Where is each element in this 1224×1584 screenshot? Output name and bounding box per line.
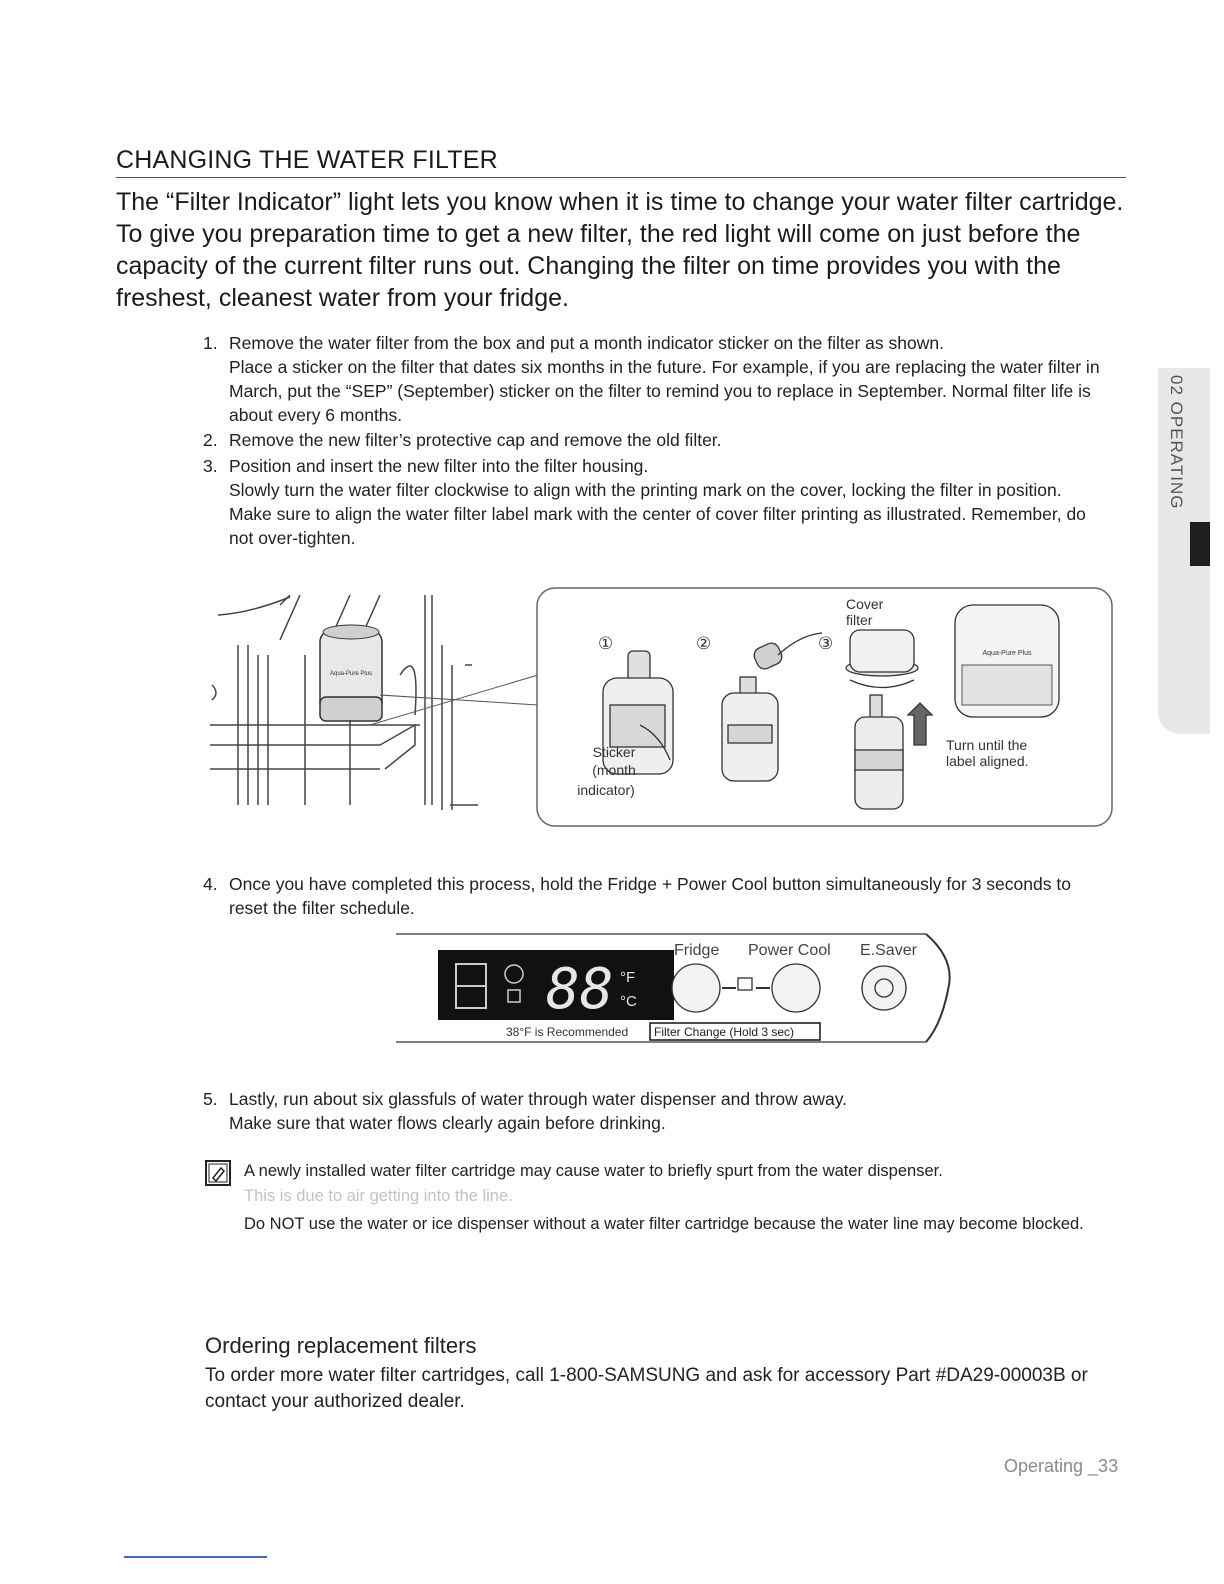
note-icon	[205, 1160, 231, 1186]
step-text: Remove the new filter’s protective cap and remove the old filter.	[229, 430, 722, 450]
sticker-label: indicator)	[577, 782, 635, 798]
step-detail: Make sure that water flows clearly again before drinking.	[229, 1113, 666, 1133]
ordering-title: Ordering replacement filters	[205, 1333, 477, 1358]
step-number: 3.	[203, 456, 218, 476]
section-title: CHANGING THE WATER FILTER	[116, 146, 498, 174]
chapter-tab-marker	[1190, 522, 1210, 566]
esaver-button	[862, 966, 906, 1010]
brand-mark-label: Aqua-Pure Plus	[982, 650, 1032, 657]
note-line-2: This is due to air getting into the line.	[244, 1187, 513, 1205]
ordering-body: To order more water filter cartridges, call 1-800-SAMSUNG and ask for accessory Part #DA29-00003B or contact your authorized dealer.	[205, 1365, 1088, 1412]
bottom-rule	[124, 1556, 267, 1558]
step-number: 2.	[203, 430, 218, 450]
cover-label: Cover	[846, 596, 884, 612]
recommend-label: 38°F is Recommended	[506, 1025, 629, 1039]
temperature-digits: 88	[546, 957, 614, 1022]
filter-icon	[738, 978, 752, 990]
unit-fahrenheit: °F	[620, 969, 636, 986]
fridge-button	[672, 964, 720, 1012]
sticker-label: (month	[592, 762, 636, 778]
step-text: Remove the water filter from the box and put a month indicator sticker on the filter as shown.	[229, 333, 944, 353]
filter-replacement-illustration	[210, 585, 1120, 830]
closeup-inset	[955, 605, 1059, 717]
step-detail: Place a sticker on the filter that dates six months in the future. For example, if you are replacing the water filter in March, put the “SEP” (September) sticker on the filter to remind you to replace in September. Normal filter life is about every 6 months.	[229, 357, 1100, 425]
power-cool-button-label: Power Cool	[748, 942, 831, 959]
filter-change-label: Filter Change (Hold 3 sec)	[654, 1025, 795, 1039]
step-marker-2: ②	[696, 634, 712, 653]
step-number: 5.	[203, 1089, 218, 1109]
step-2	[203, 428, 1103, 452]
turn-label: label aligned.	[946, 753, 1029, 769]
turn-label: Turn until the	[946, 737, 1028, 753]
unit-celsius: °C	[620, 993, 637, 1010]
step-3	[203, 454, 1103, 550]
step-1	[203, 331, 1103, 427]
note-line-3: Do NOT use the water or ice dispenser without a water filter cartridge because the water line may become blocked.	[244, 1215, 1084, 1233]
step-marker-3: ③	[818, 634, 834, 653]
intro-paragraph: The “Filter Indicator” light lets you know when it is time to change your water filter cartridge. To give you preparation time to get a new filter, the red light will come on just before the capacity of the current filter runs out. Changing the filter on time provides you with the freshest, cleanest water from your fridge.	[116, 188, 1124, 312]
step-detail: Slowly turn the water filter clockwise to align with the printing mark on the cover, locking the filter in position. Make sure to align the water filter label mark with the center of cover filter printing as illustrated. Remember, do not over-tighten.	[229, 480, 1086, 548]
sticker-label: Sticker	[592, 744, 636, 760]
step-5	[203, 1087, 1103, 1135]
power-cool-button	[772, 964, 820, 1012]
step-text: Position and insert the new filter into the filter housing.	[229, 456, 649, 476]
chapter-tab-label: 02 OPERATING	[1167, 375, 1186, 510]
step-4	[203, 872, 1103, 920]
control-panel-illustration	[396, 930, 956, 1045]
step-marker-1: ①	[598, 634, 614, 653]
cover-label: filter	[846, 612, 873, 628]
fridge-button-label: Fridge	[674, 942, 720, 959]
step-number: 1.	[203, 333, 218, 353]
note-line-1: A newly installed water filter cartridge may cause water to briefly spurt from the water dispenser.	[244, 1162, 943, 1180]
step-text: Once you have completed this process, hold the Fridge + Power Cool button simultaneously for 3 seconds to reset the filter schedule.	[229, 874, 1071, 918]
title-divider	[116, 177, 1126, 178]
esaver-button-label: E.Saver	[860, 942, 917, 959]
brand-mark-label: Aqua-Pure Plus	[329, 671, 373, 677]
installed-filter-sketch	[320, 625, 382, 721]
step-text: Lastly, run about six glassfuls of water through water dispenser and throw away.	[229, 1089, 848, 1109]
step-number: 4.	[203, 874, 218, 894]
page-footer: Operating _33	[1004, 1456, 1119, 1476]
